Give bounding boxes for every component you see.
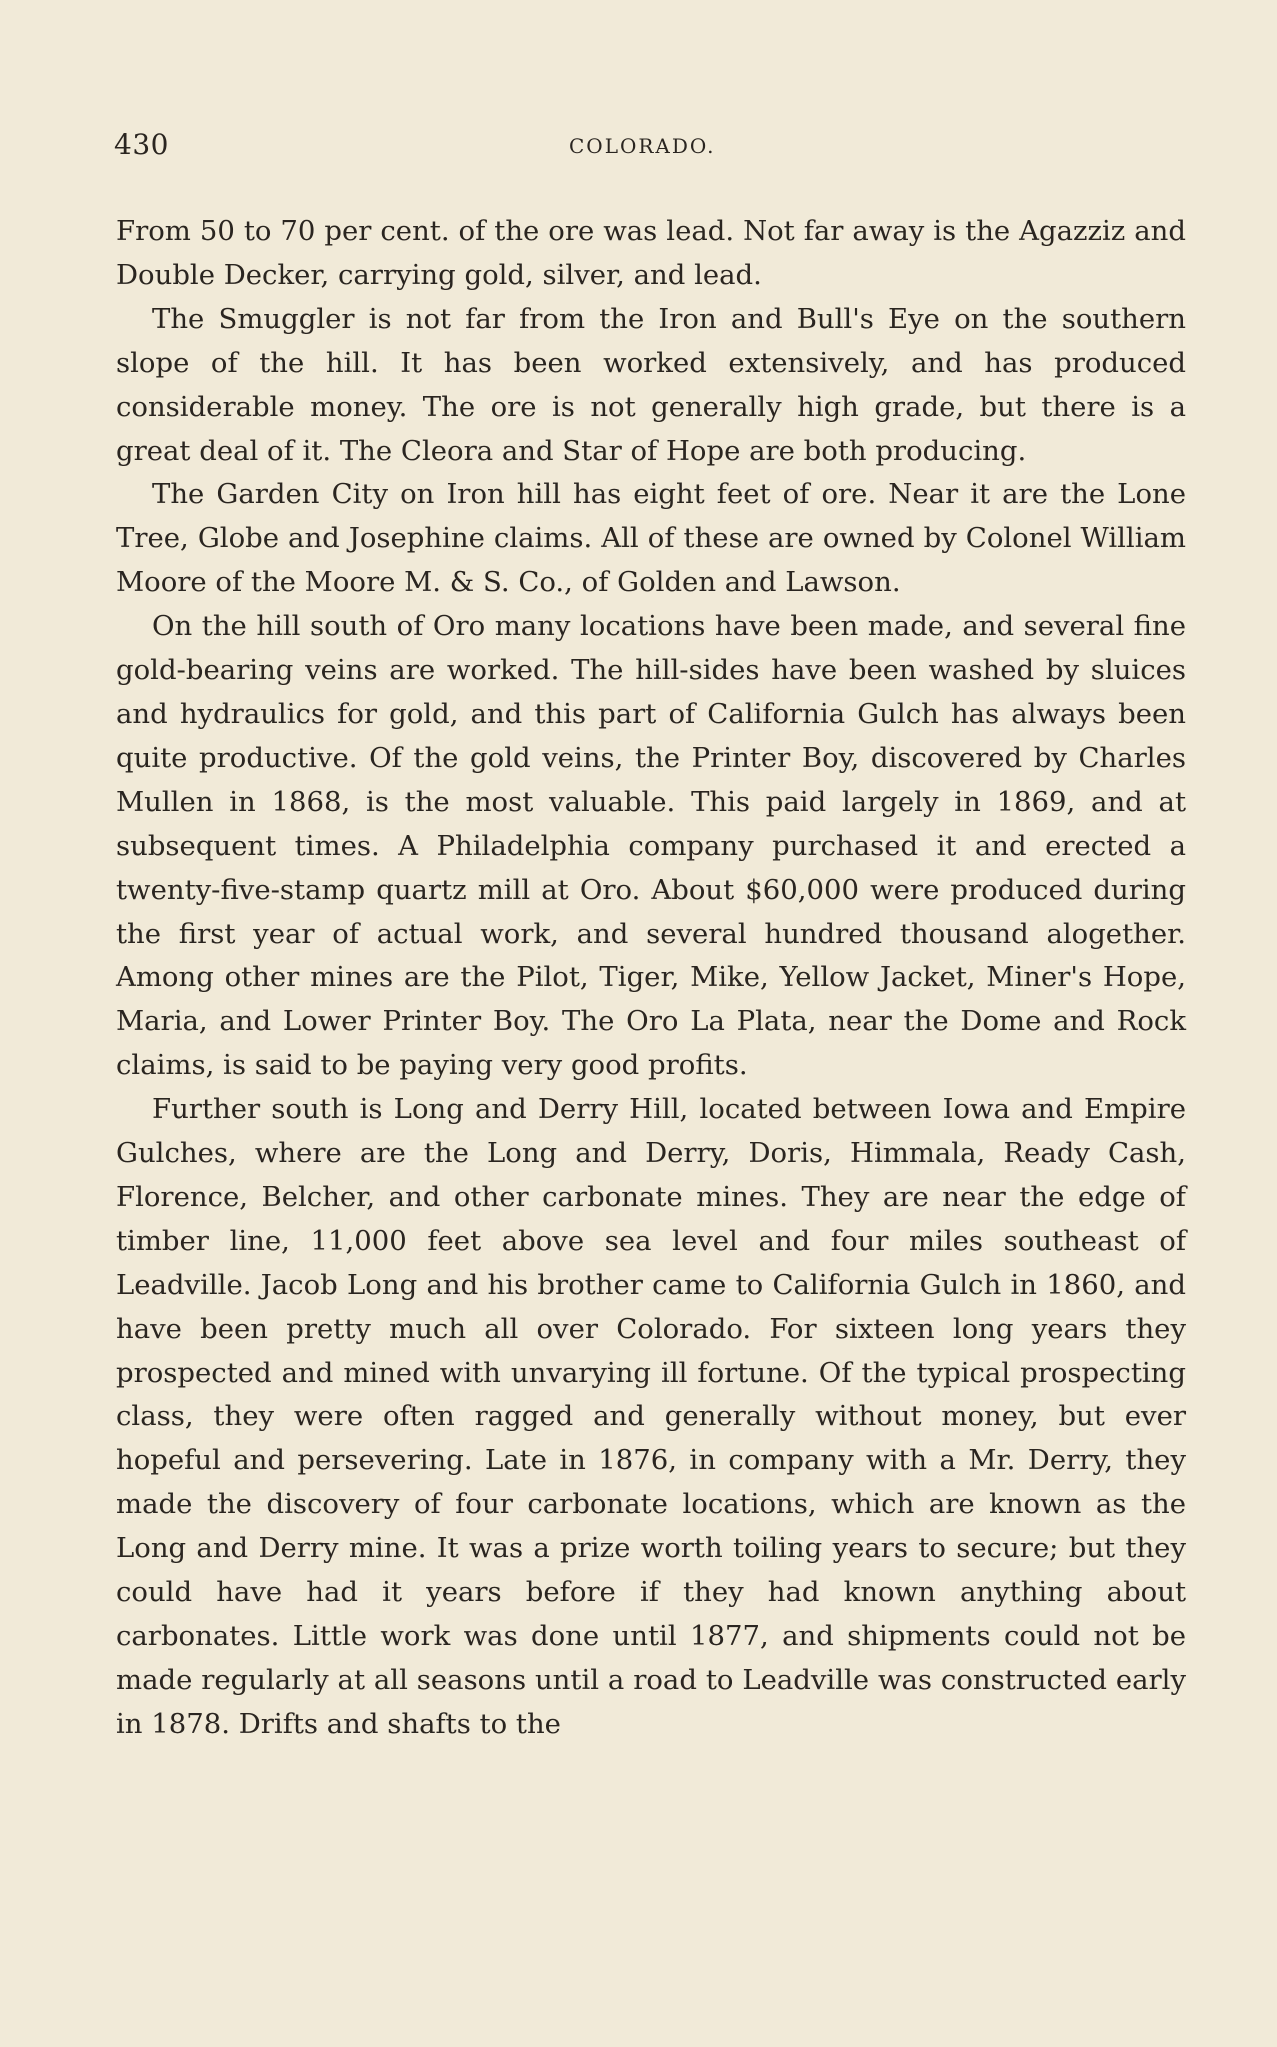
paragraph-1: From 50 to 70 per cent. of the ore was lead. Not far away is the Agazziz and Double Decker, carrying gold, silver, and lead. [116, 215, 1186, 291]
paragraph-5: Further south is Long and Derry Hill, located between Iowa and Empire Gulches, where are the Long and Derry, Doris, Himmala, Ready Cash, Florence, Belcher, and other carbonate mines. They are near the edge of timber line, 11,000 feet above sea level and four miles southeast of Leadville. Jacob Long and his brother came to California Gulch in 1860, and have been pretty much all over Colorado. For sixteen long years they prospected and mined with unvarying ill fortune. Of the typical prospecting class, they were often ragged and generally without money, but ever hopeful and persevering. Late in 1876, in company with a Mr. Derry, they made the discovery of four carbonate locations, which are known as the Long and Derry mine. It was a prize worth toiling years to secure; but they could have had it years before if they had known anything about carbonates. Little work was done until 1877, and shipments could not be made regularly at all seasons until a road to Leadville was constructed early in 1878. Drifts and shafts to the [116, 1093, 1186, 1740]
page-header [114, 128, 1186, 168]
running-head: COLORADO. [569, 134, 716, 158]
paragraph-2: The Smuggler is not far from the Iron and Bull's Eye on the southern slope of the hill. It has been worked extensively, and has produced considerable money. The ore is not generally high grade, but there is a great deal of it. The Cleora and Star of Hope are both producing. [116, 302, 1186, 467]
page-number: 430 [114, 128, 169, 161]
paragraph-3: The Garden City on Iron hill has eight feet of ore. Near it are the Lone Tree, Globe and Josephine claims. All of these are owned by Colonel William Moore of the Moore M. & S. Co., of Golden and Lawson. [116, 478, 1186, 599]
body-text [116, 210, 1186, 1747]
paragraph-4: On the hill south of Oro many locations have been made, and several fine gold-bearing veins are worked. The hill-sides have been washed by sluices and hydraulics for gold, and this part of California Gulch has always been quite productive. Of the gold veins, the Printer Boy, discovered by Charles Mullen in 1868, is the most valuable. This paid largely in 1869, and at subsequent times. A Philadelphia company purchased it and erected a twenty-five-stamp quartz mill at Oro. About $60,000 were produced during the first year of actual work, and several hundred thousand alogether. Among other mines are the Pilot, Tiger, Mike, Yellow Jacket, Miner's Hope, Maria, and Lower Printer Boy. The Oro La Plata, near the Dome and Rock claims, is said to be paying very good profits. [116, 610, 1186, 1082]
